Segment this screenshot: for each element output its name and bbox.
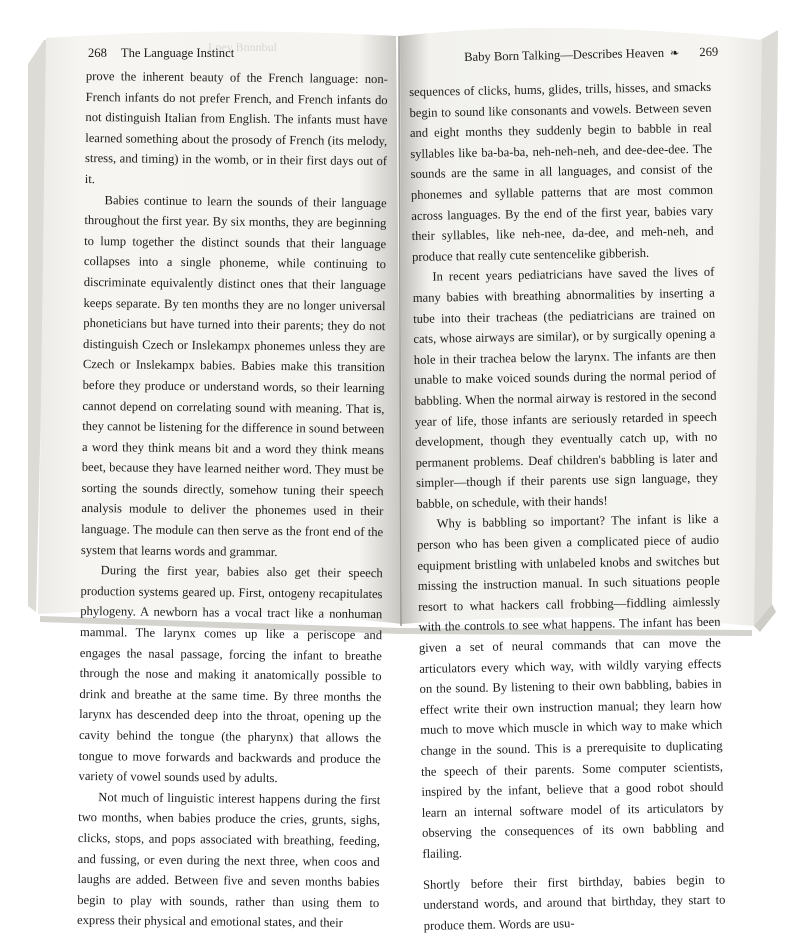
paragraph: Not much of linguistic interest happens during the first two months, when babies produce the cries, grunts, sighs, clicks, stops, and pops associated with breathing, feeding, and fussing, or even during the next three, when coos and laughs are added. Between five and seven months babies begin to play with sounds, rather than using them to express their physical and emotional states, and their [76, 789, 381, 931]
right-page-body [409, 77, 726, 936]
paragraph: Babies continue to learn the sounds of their language throughout the first year. By six months, they are beginning to lump together the distinct sounds that their language collapses into a single phoneme, while continuing to discriminate equivalently distinct ones that their language keeps separate. By ten months they are no longer universal phoneticians but have turned into their parents; they do not distinguish Czech or Inslekampx phonemes unless they are Czech or Inslekampx babies. Babies make this transition before they produce or understand words, so their learning cannot depend on correlating sound with meaning. That is, they cannot be listening for the difference in sound between a word they think means bit and a word they think means beet, because they have learned neither word. They must be sorting the sounds directly, somehow tuning their speech analysis module to deliver the phonemes used in their language. The module can then serve as the front end of the system that learns words and grammar. [80, 192, 387, 559]
left-running-title: The Language Instinct [120, 46, 235, 60]
ornament-icon: ❧ [669, 47, 680, 60]
right-running-title: Baby Born Talking—Describes Heaven [464, 45, 665, 64]
left-page-number: 268 [88, 46, 107, 60]
paragraph: prove the inherent beauty of the French language: non-French infants do not prefer French, and French infants do not distinguish Italian from English. The infants must have learned something about the prosody of French (its melody, stress, and timing) in the womb, or in their first days out of it. [84, 68, 388, 187]
right-page-number: 269 [699, 44, 719, 60]
paragraph: Why is babbling so important? The infant is like a person who has been given a complicated piece of audio equipment bristling with unlabeled knobs and switches but missing the instruction manual. In such situations people resort to what hackers call frobbing—fiddling aimlessly with the controls to see what happens. The infant has been given a set of neural commands that can move the articulators every which way, with wildly varying effects on the sound. By listening to their own babbling, babies in effect write their own instruction manual; they learn how much to move which muscle in which way to make which change in the sound. This is a prerequisite to duplicating the speech of their parents. Some computer scientists, inspired by the infant, believe that a good robot should learn an internal software model of its articulators by observing the consequences of its own babbling and flailing. [416, 512, 725, 861]
bleed-through-text: Lpey Bnnnbul [208, 40, 277, 54]
left-running-head [88, 46, 234, 61]
paragraph: In recent years pediatricians have saved the lives of many babies with breathing abnormalities by inserting a tube into their tracheas (the pediatricians are trained on cats, whose airways are similar), or by surgically opening a hole in their trachea below the larynx. The infants are then unable to make voiced sounds during the normal period of babbling. When the normal airway is restored in the second year of life, those infants are seriously retarded in speech development, though they eventually catch up, with no permanent problems. Deaf children's babbling is later and simpler—though if their parents use sign language, they babble, on schedule, with their hands! [412, 265, 719, 511]
paragraph: sequences of clicks, hums, glides, trills, hisses, and smacks begin to sound like consonants and vowels. Between seven and eight months they suddenly begin to babble in real syllables like ba-ba-ba, neh-neh-neh, and dee-dee-dee. The sounds are the same in all languages, and consist of the phonemes and syllable patterns that are most common across languages. By the end of the first year, babies vary their syllables, like neh-nee, da-dee, and meh-neh, and produce that really cute sentencelike gibberish. [409, 79, 714, 264]
paragraph: Shortly before their first birthday, babies begin to understand words, and around that birthday, they start to produce them. Words are usu- [422, 872, 726, 933]
left-page-body [77, 66, 388, 934]
paragraph: During the first year, babies also get their speech production systems geared up. First, ontogeny recapitulates phylogeny. A newborn has a vocal tract like a nonhuman mammal. The larynx comes up like a periscope and engages the nasal passage, forcing the infant to breathe through the nose and making it anatomically possible to drink and breathe at the same time. By three months the larynx has descended deep into the throat, opening up the cavity behind the tongue (the pharynx) that allows the tongue to move forwards and backwards and produce the variety of vowel sounds used by adults. [78, 563, 383, 786]
